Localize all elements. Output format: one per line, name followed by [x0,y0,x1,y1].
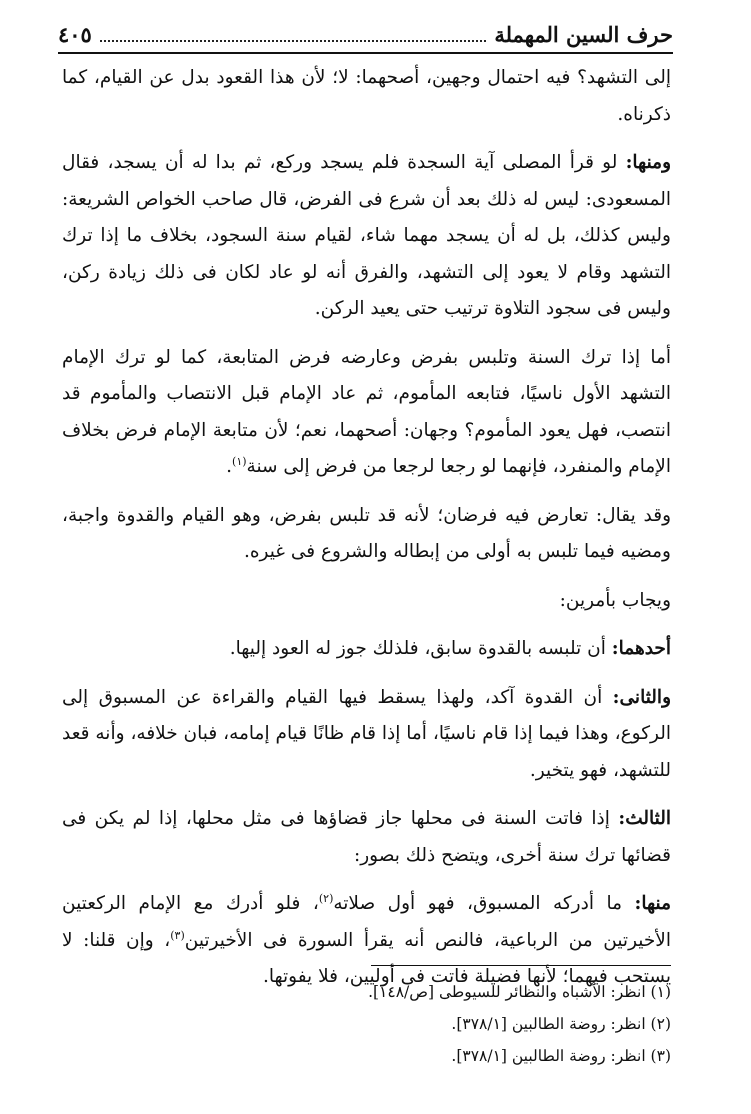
paragraph-7: والثانى: أن القدوة آكد، ولهذا يسقط فيها القيام والقراءة عن المسبوق إلى الركوع، وهذا فيما إذا قام ناسيًا، أما إذا قام ظانًا قيام إمامه، فبان خلافه، وأنه قعد للتشهد، فهو يتخير. [62,686,671,781]
footnote-2: (٢) انظر: روضة الطالبين [٣٧٨/١]. [451,1015,671,1033]
footnote-ref-2: (٢) [318,891,334,905]
header-rule [58,52,673,54]
page-body [62,60,671,1008]
paragraph-9: منها: ما أدركه المسبوق، فهو أول صلاته$^{(٢)}$، فلو أدرك مع الإمام الركعتين الأخيرتين من الرباعية، فالنص أنه يقرأ السورة فى الأخيرتين$^{(٣)}$، وإن قلنا: لا يستحب فيهما؛ لأنها فضيلة فاتت فى أوليين، فلا يفوتها. [62,891,671,987]
running-header [58,18,673,50]
paragraph-8: الثالث: إذا فاتت السنة فى محلها جاز قضاؤها فى مثل محلها، إذا لم يكن فى قضائها ترك سنة أخرى، ويتضح ذلك بصور: [62,808,671,866]
footnote-1: (١) انظر: الأشباه والنظائر للسيوطى [ص/١٤٨]. [368,983,671,1001]
footnotes [62,976,671,1072]
footnote-3: (٣) انظر: روضة الطالبين [٣٧٨/١]. [451,1047,671,1065]
leader-dots [100,26,487,42]
chapter-title: حرف السين المهملة [494,21,673,47]
paragraph-2: ومنها: لو قرأ المصلى آية السجدة فلم يسجد وركع، ثم بدا له أن يسجد، فقال المسعودى: ليس له ذلك بعد أن شرع فى الفرض، قال صاحب الخواص الشريعة: وليس كذلك، بل له أن يسجد مهما شاء، لقيام سنة السجود، بخلاف ما إذا ترك التشهد وقام لا يعود إلى التشهد، والفرق أنه لو عاد لكان فى ذلك زيادة ركن، وليس فى سجود التلاوة ترتيب حتى يعيد الركن. [62,152,671,319]
paragraph-6: أحدهما: أن تلبسه بالقدوة سابق، فلذلك جوز له العود إليها. [229,638,671,659]
paragraph-4: وقد يقال: تعارض فيه فرضان؛ لأنه قد تلبس بفرض، وهو القيام والقدوة واجبة، ومضيه فيما تلبس به أولى من إبطاله والشروع فى غيره. [62,504,671,562]
page-number: ٤٠٥ [58,21,92,47]
footnote-rule [371,965,671,966]
footnote-ref-3: (٣) [170,928,185,942]
footnote-ref-1: (١) [232,454,247,468]
paragraph-3: أما إذا ترك السنة وتلبس بفرض وعارضه فرض المتابعة، كما لو ترك الإمام التشهد الأول ناسيًا، فتابعه المأموم، ثم عاد الإمام قبل الانتصاب والمأموم قد انتصب، فهل يعود المأموم؟ وجهان: أصحهما، نعم؛ لأن متابعة الإمام فرض بخلاف الإمام والمنفرد، فإنهما لو رجعا لرجعا من فرض إلى سنة$^{(١)}$. [62,346,671,477]
paragraph-1: إلى التشهد؟ فيه احتمال وجهين، أصحهما: لا؛ لأن هذا القعود بدل عن القيام، كما ذكرناه. [62,67,671,125]
paragraph-5: ويجاب بأمرين: [559,589,671,611]
